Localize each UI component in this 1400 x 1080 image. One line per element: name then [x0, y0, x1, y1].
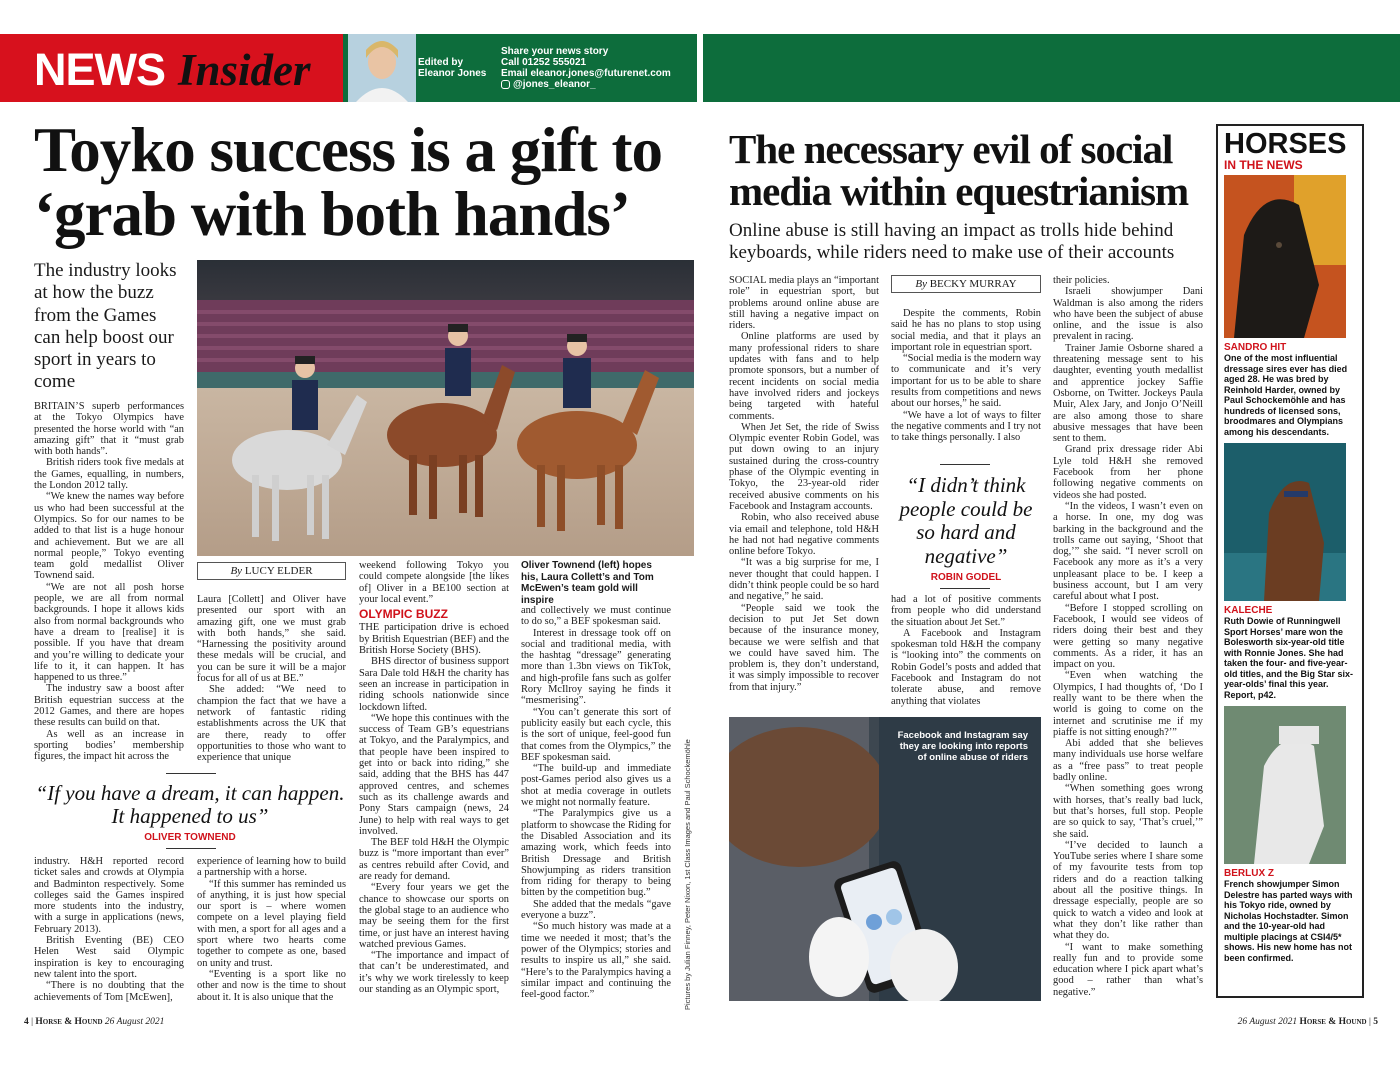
sidebar-item-text: One of the most influential dressage sires ever has died aged 28. He was bred by Reinhold Harder, owned by Paul Schockemöhle and has hundreds of licensed sons, broodmares and Olympians among his descendants.	[1224, 353, 1348, 437]
left-byline	[197, 562, 346, 580]
right-byline	[891, 275, 1041, 293]
paragraph: industry. H&H reported record ticket sales and crowds at Olympia and Badminton respectively. Some colleges said the Games inspired more students into the industry, with a surge in applications (news, February 2013).	[34, 856, 184, 935]
left-footer: 4 | Horse & Hound 26 August 2021	[24, 1017, 165, 1027]
insider-logo-word: Insider	[178, 45, 311, 95]
paragraph: Abi added that she believes many individuals use horse welfare as a “free pass” to treat people badly online.	[1053, 738, 1203, 784]
paragraph: Despite the comments, Robin said he has no plans to stop using social media, and that it plays an important role in equestrian sport.	[891, 308, 1041, 353]
photo-caption: Oliver Townend (left) hopes his, Laura Collett’s and Tom McEwen’s team gold will inspire	[521, 560, 654, 606]
paragraph: “It was a big surprise for me, I never thought that could happen. I didn’t think people could be so hard and negative,” he said.	[729, 557, 879, 603]
byline-author: BECKY MURRAY	[929, 278, 1017, 290]
instagram-icon	[501, 80, 510, 89]
paragraph: Laura [Collett] and Oliver have presented our sport with an amazing gift, one we must grab with both hands,” she said. “Harnessing the positivity around these medals will be crucial, and you can be sure it will be a major focus for all of us at BE.”	[197, 594, 346, 685]
paragraph: “I want to make something really fun and to provide some education where I pick apart what’s good – rather than what’s negative.”	[1053, 941, 1203, 998]
right-col2b	[891, 594, 1041, 710]
paragraph: and collectively we must continue to do so,” a BEF spokesman said.	[521, 605, 671, 628]
issue-date: 26 August 2021	[104, 1017, 165, 1027]
right-headline-line1: The necessary evil of social	[729, 126, 1173, 172]
sandro-hit-photo	[1224, 175, 1346, 338]
left-headline	[34, 115, 694, 249]
share-label: Share your news story	[501, 46, 609, 57]
left-col3	[359, 560, 509, 1004]
right-pull-quote: “I didn’t think people could be so hard and negative”	[899, 473, 1033, 568]
sidebar-item-name: SANDRO HIT	[1224, 342, 1287, 353]
berlux-photo	[1224, 706, 1346, 864]
magazine-name: Horse & Hound	[1299, 1017, 1367, 1027]
paragraph: Robin, who also received abuse via email and telephone, told H&H he had not had negative comments online before Tokyo.	[729, 512, 879, 558]
paragraph: Online platforms are used by many professional riders to share updates with fans and to help promote sponsors, but a number of recent incidents on social media have involved riders and jockeys being targeted with hateful comments.	[729, 331, 879, 422]
paragraph: “People said we took the decision to put Jet Set down because of the insurance money, because we were selfish and that we could have saved him. The problem is, they don’t understand, it was simply impossible to recover from that injury.”	[729, 602, 879, 693]
social-photo-caption: Facebook and Instagram say they are looking into reports of online abuse of riders	[897, 730, 1028, 763]
paragraph: their policies.	[1053, 275, 1110, 286]
paragraph: “So much history was made at a time we needed it most; that’s the power of the Olympics; stories and results to inspire us all,” she said. “Here’s to the Paralympics having a similar impact and continuing the feel-good factor.”	[521, 921, 671, 1001]
paragraph: “We are not all posh horse people, we are all from normal backgrounds. I hope it allows kids also from normal backgrounds who have a dream to [realise] it is possible. If you have that dream and you’re willing to dedicate your life to it, it can happen. It has happened to us three.”	[34, 581, 184, 684]
paragraph: A Facebook and Instagram spokesman told H&H the company is “looking into” the comments on Robin Godel’s posts and added that Facebook and Instagram do not tolerate abuse, and remove anything that violates	[891, 627, 1041, 707]
right-footer: 26 August 2021 Horse & Hound | 5	[1237, 1017, 1378, 1027]
paragraph: BRITAIN’S superb performances at the Tokyo Olympics have presented the horse world with “an amazing gift” that it “must grab with both hands”.	[34, 401, 184, 458]
left-col1	[34, 401, 184, 765]
paragraph: “We knew the names way before us who had been successful at the Olympics. So for our names to be added to that list is a huge honour and achievement. But we are all normal people,” Tokyo eventing team gold medallist Oliver Townend said.	[34, 491, 184, 582]
sidebar-title: HORSES	[1224, 128, 1347, 160]
sidebar-subtitle: IN THE NEWS	[1224, 158, 1303, 172]
horses-in-the-news-sidebar	[1216, 124, 1364, 998]
left-pull-quote-name: OLIVER TOWNEND	[144, 832, 236, 843]
email-link[interactable]: Email eleanor.jones@futurenet.com	[501, 68, 671, 79]
right-page-banner	[703, 34, 1400, 102]
paragraph: “I’ve decided to launch a YouTube series where I share some of my favourite tests from top riders and do a reaction talking about all the positive things. In dressage especially, people are so quick to watch a video and look at what they don’t like rather than what they do.	[1053, 839, 1203, 942]
paragraph: “Every four years we get the chance to showcase our sports on the global stage to an audience who may be seeing them for the first time, or just have an interest having watched previous Games.	[359, 882, 509, 950]
grey-horse-image	[1224, 706, 1346, 864]
right-standfirst: Online abuse is still having an impact as trolls hide behind keyboards, while riders need to make use of their accounts	[729, 220, 1175, 263]
paragraph: The industry saw a boost after British equestrian success at the 2012 Games, and there are hopes these results can build on that.	[34, 683, 184, 729]
paragraph: She added that the medals “gave everyone a buzz”.	[521, 898, 671, 922]
paragraph: “Before I stopped scrolling on Facebook, I would see videos of riders doing their best and they were getting so many negative comments. As a rider, it has an impact on you.	[1053, 602, 1203, 671]
call-number: Call 01252 555021	[501, 57, 587, 68]
editor-photo	[348, 34, 416, 102]
paragraph: When Jet Set, the ride of Swiss Olympic eventer Robin Godel, was put down owing to an injury sustained during the cross-country phase of the Olympic eventing in Tokyo, the 23-year-old rider received abusive comments on his Facebook and Instagram accounts.	[729, 421, 879, 512]
byline-by: By	[230, 565, 243, 577]
paragraph: “Social media is the modern way to communicate and it’s very important for us to be able to share results from competitions and news about our horses,” he said.	[891, 353, 1041, 410]
paragraph: “Even when watching the Olympics, I had thoughts of, ‘Do I really want to be there when the world is going to come on the internet and scrutinise me if my piaffe is not sitting enough?’”	[1053, 670, 1203, 738]
magazine-name: Horse & Hound	[35, 1017, 103, 1027]
editor-portrait	[348, 34, 416, 102]
paragraph: Interest in dressage took off on social and traditional media, with the hashtag “dressage” generating more than 1.3bn views on TikTok, and high-profile fans such as golfer Rory McIlroy saying he finds it “mesmerising”.	[521, 627, 671, 707]
left-col1b	[34, 856, 184, 1006]
paragraph: “If this summer has reminded us of anything, it is just how special our sport is – where women compete on a level playing field with men, a sport for all ages and a sport where two hearts come together to compete as one, based on unity and trust.	[197, 878, 346, 969]
left-headline-line1: Toyko success is a gift to	[34, 115, 662, 185]
sidebar-item-text: Ruth Dowie of Runningwell Sport Horses’ mare won the Bolesworth six-year-old title with Ronnie Jones. She had taken the four- and five-year-old titles, and the Big Star six-year-olds’ final this year. Report, p42.	[1224, 616, 1354, 700]
paragraph: Israeli showjumper Dani Waldman is also among the riders who have been the subject of abuse online, and the issue is also prevalent in racing.	[1053, 286, 1203, 343]
editor-name: Eleanor Jones	[418, 68, 487, 79]
page-number: 4	[24, 1017, 29, 1027]
paragraph: “Eventing is a sport like no other and now is the time to shout about it. It is also unique that the	[197, 968, 346, 1003]
riders-celebration-image	[197, 260, 694, 556]
photo-credit: Pictures by Julian Finney, Peter Nixon, 1st Class Images and Paul Schockemöhle	[683, 739, 692, 1010]
paragraph: weekend following Tokyo you could compete alongside [the likes of] Oliver in a BE100 section at your local event.”	[359, 560, 509, 605]
left-col4	[521, 605, 671, 1005]
black-horse-head-image	[1224, 175, 1346, 338]
kaleche-photo	[1224, 443, 1346, 601]
paragraph: SOCIAL media plays an “important role” in equestrian sport, but problems around online abuse are still having a negative impact on riders.	[729, 275, 879, 332]
paragraph: “The importance and impact of that can’t be underestimated, and it’s why we work tirelessly to keep our standing as an Olympic sport,	[359, 950, 509, 995]
paragraph: “You can’t generate this sort of publicity easily but each cycle, this is the sort of unique, feel-good fun that comes from the Olympics,” the BEF spokesman said.	[521, 706, 671, 763]
paragraph: Trainer Jamie Osborne shared a threatening message sent to his daughter, eventing youth medallist and apprentice jockey Saffie Osborne, on Twitter. Jockeys Paula Muir, Alex Jary, and Jonjo O’Neill are also among those to share abusive messages that have been sent to them.	[1053, 342, 1203, 445]
right-pull-quote-rule	[940, 464, 990, 465]
subhead-olympic-buzz: OLYMPIC BUZZ	[359, 607, 448, 622]
paragraph: had a lot of positive comments from people who did understand the situation about Jet Set.”	[891, 594, 1041, 628]
left-pull-quote: “If you have a dream, it can happen. It happened to us”	[35, 781, 345, 828]
byline-by: By	[915, 278, 927, 290]
paragraph: BHS director of business support Sara Dale told H&H the charity has seen an increase in participation in riding schools nationwide since lockdown lifted.	[359, 656, 509, 713]
paragraph: “We hope this continues with the success of Team GB’s equestrians at Tokyo, and the Paralympics, and that people have been inspired to get into or back into riding,” she said, adding that the BHS has 447 approved centres, and schemes such as its challenge awards and Pony Stars campaign (news, 24 June) to help with real ways to get involved.	[359, 712, 509, 837]
paragraph: She added: “We need to champion the fact that we have a network of fantastic riding establishments across the UK that are there, ready to offer opportunities to those who want to experience that unique	[197, 684, 346, 764]
right-col1	[729, 275, 879, 711]
paragraph: “The build-up and immediate post-Games period also gives us a shot at media coverage in outlets we might not normally feature.	[521, 763, 671, 809]
paragraph: experience of learning how to build a partnership with a horse.	[197, 856, 346, 879]
right-pull-quote-rule-bottom	[940, 588, 990, 589]
sidebar-item-text: French showjumper Simon Delestre has parted ways with his Tokyo ride, owned by Nicholas Hochstadter. Simon and the 10-year-old had multiple placings at CSI4/5* shows. His new home has not been confirmed.	[1224, 879, 1353, 963]
paragraph: THE participation drive is echoed by British Equestrian (BEF) and the British Horse Society (BHS).	[359, 622, 509, 657]
paragraph: British Eventing (BE) CEO Helen West said Olympic inspiration is key to encouraging new talent into the sport.	[34, 935, 184, 980]
bay-horse-image	[1224, 443, 1346, 601]
right-pull-quote-name: ROBIN GODEL	[930, 572, 1002, 583]
right-col3	[1053, 275, 1203, 1005]
paragraph: “The Paralympics give us a platform to showcase the Riding for the Disabled Association and its amazing work, which feeds into British Dressage and British Showjumping as riders transition from riding for therapy to being bitten by the competition bug.”	[521, 808, 671, 899]
instagram-handle[interactable]: @jones_eleanor_	[513, 79, 596, 90]
left-standfirst: The industry looks at how the buzz from the Games can help boost our sport in years to come	[34, 260, 177, 393]
byline-author: LUCY ELDER	[244, 565, 313, 577]
right-headline-line2: media within equestrianism	[729, 168, 1189, 214]
news-logo-word: NEWS	[34, 44, 165, 95]
paragraph: “In the videos, I wasn’t even on a horse. In one, my dog was barking in the background and the trolls came out saying, ‘Shoot that dog,’” she said. “I never scroll on Facebook any more as it’s a very unpleasant place to be. I keep a business account, but I am very careful about what I post.	[1053, 500, 1203, 603]
paragraph: “When something goes wrong with horses, that’s really bad luck, but that’s horses, full stop. People are so quick to say, ‘That’s cruel,’” she said.	[1053, 783, 1203, 840]
page-number: 5	[1373, 1017, 1378, 1027]
issue-date: 26 August 2021	[1237, 1017, 1298, 1027]
left-col2b	[197, 856, 346, 1006]
sidebar-item-name: BERLUX Z	[1224, 868, 1274, 879]
left-headline-line2: ‘grab with both hands’	[34, 179, 630, 249]
left-pull-quote-rule-bottom	[166, 848, 216, 849]
paragraph: Grand prix dressage rider Abi Lyle told H&H she removed Facebook from her phone following negative comments on videos she had posted.	[1053, 444, 1203, 501]
right-col2	[891, 308, 1041, 458]
paragraph: As well as an increase in sporting bodies’ membership figures, the impact hit across the	[34, 728, 184, 763]
left-col2	[197, 594, 346, 766]
sidebar-item-name: KALECHE	[1224, 605, 1273, 616]
left-pull-quote-rule	[166, 773, 216, 774]
paragraph: British riders took five medals at the Games, equalling, in numbers, the London 2012 tally.	[34, 457, 184, 492]
paragraph: The BEF told H&H the Olympic buzz is “more important than ever” as centres rebuild after Covid, and are ready for demand.	[359, 837, 509, 883]
paragraph: “There is no doubting that the achievements of Tom [McEwen],	[34, 980, 184, 1003]
right-headline	[729, 128, 1209, 212]
olympic-team-photo	[197, 260, 694, 556]
paragraph: “We have a lot of ways to filter the negative comments and I try not to take things personally. I also	[891, 409, 1041, 444]
edited-by-label: Edited by	[418, 57, 464, 68]
